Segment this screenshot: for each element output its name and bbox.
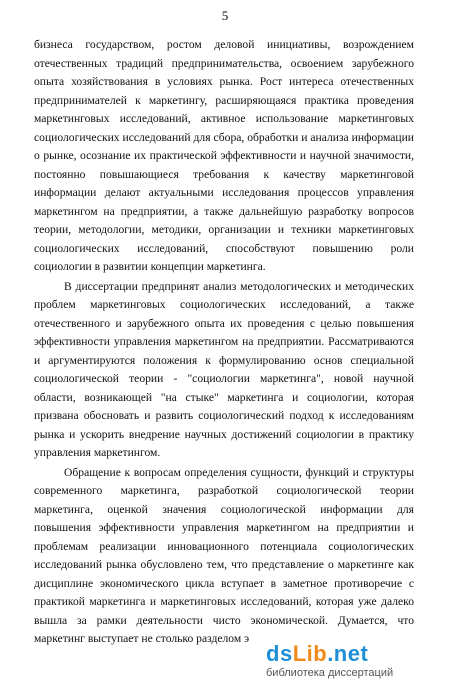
logo-net: .net (327, 641, 369, 666)
watermark-subtitle: библиотека диссертаций (266, 667, 394, 679)
dslib-watermark[interactable] (254, 640, 444, 684)
paragraph: В диссертации предпринят анализ методологических и методических проблем маркетинговых социологических исследований, а также отечественного и зарубежного опыта их проведения с целью повышения эффективности управления маркетингом на предприятии. Рассматриваются и аргументируются положения к формулированию основ специальной социологической теории - "социологии маркетинга", новой научной области, возникающей "на стыке" маркетинга и социологии, которая призвана обосновать и развить социологический подход к исследованиям рынка и ускорить внедрение научных достижений социологии в практику управления маркетингом. (34, 279, 414, 459)
paragraph: бизнеса государством, ростом деловой инициативы, возрождением отечественных традиций предпринимательства, освоением зарубежного опыта хозяйствования в условиях рынка. Рост интереса отечественных предпринимателей к маркетингу, расширяющаяся практика проведения маркетинговых исследований, активное использование маркетинговых социологических исследований для сбора, обработки и анализа информации о рынке, осознание их практической эффективности и научной значимости, постоянно повышающиеся требования к качеству маркетинговой информации делают актуальными исследования процессов управления маркетингом на предприятии, а также дальнейшую разработку вопросов теории, методологии, методики, организации и техники маркетинговых социологических исследований, способствуют повышению роли социологии в развитии концепции маркетинга. (34, 38, 414, 273)
body-text (34, 36, 414, 649)
paragraph: Обращение к вопросам определения сущности, функций и структуры современного маркетинга, разработкой социологической теории маркетинга, оценкой значения социологической информации для повышения эффективности управления маркетингом на предприятии и проблемам реализации инновационного потенциала социологических исследований рынка обусловлено тем, что представление о маркетинге как дисциплине экономического цикла вступает в заметное противоречие с практикой маркетинга и маркетинговых исследований, которая уже далеко вышла за рамки деятельности чисто экономической. Думается, что маркетинг выступает не столько разделом э (34, 465, 414, 645)
page-number: 5 (221, 8, 229, 23)
logo-lib: Lib (292, 641, 328, 666)
dslib-logo[interactable] (266, 642, 368, 666)
logo-ds: ds (266, 641, 293, 666)
